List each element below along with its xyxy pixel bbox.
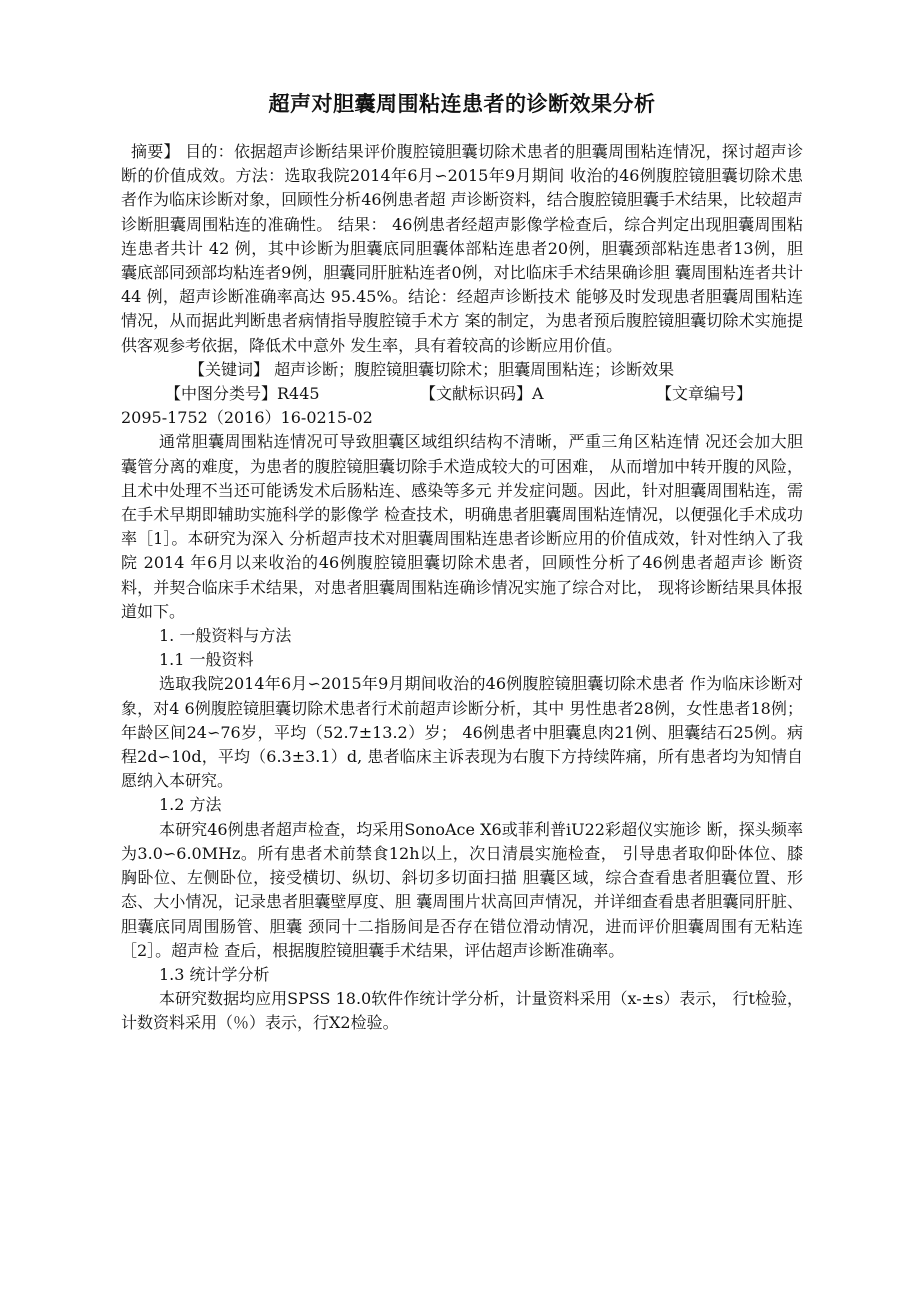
clc-number: 【中图分类号】R445 (165, 384, 320, 404)
section-1-3-heading: 1.3 统计学分析 (159, 964, 270, 984)
section-1-2-heading: 1.2 方法 (159, 795, 222, 815)
section-1-3-paragraph: 本研究数据均应用SPSS 18.0软件作统计学分析，计量资料采用（x-±s）表示， 行t检验，计数资料采用（％）表示，行X2检验。 (121, 989, 803, 1033)
section-1-1-heading: 1.1 一般资料 (159, 650, 254, 670)
paper-page (121, 88, 803, 1036)
article-number-label: 【文章编号】 (656, 384, 753, 404)
intro-paragraph: 通常胆囊周围粘连情况可导致胆囊区域组织结构不清晰，严重三角区粘连情 况还会加大胆囊管分离的难度，为患者的腹腔镜胆囊切除手术造成较大的可困难， 从而增加中转开腹的风险，且术中处理不当还可能诱发术后肠粘连、感染等多元 并发症问题。因此，针对胆囊周围粘连，需在手术早期即辅助实施科学的影像学 检查技术，明确患者胆囊周围粘连情况，以便强化手术成功率［1］。本研究为深入 分析超声技术对胆囊周围粘连患者诊断应用的价值成效，针对性纳入了我院 2014 年6月以来收治的46例腹腔镜胆囊切除术患者，回顾性分析了46例患者超声诊 断资料，并契合临床手术结果，对患者胆囊周围粘连确诊情况实施了综合对比， 现将诊断结果具体报道如下。 (121, 432, 803, 621)
section-1-2-paragraph: 本研究46例患者超声检查，均采用SonoAce X6或菲利普iU22彩超仪实施诊 断，探头频率为3.0∽6.0MHz。所有患者术前禁食12h以上，次日清晨实施检查， 引导患者取仰卧体位、膝胸卧位、左侧卧位，接受横切、纵切、斜切多切面扫描 胆囊区域，综合查看患者胆囊位置、形态、大小情况，记录患者胆囊壁厚度、胆 囊周围片状高回声情况，并详细查看患者胆囊同肝脏、胆囊底同周围肠管、胆囊 颈同十二指肠间是否存在错位滑动情况，进而评价胆囊周围有无粘连［2］。超声检 查后，根据腹腔镜胆囊手术结果，评估超声诊断准确率。 (121, 819, 803, 960)
document-code: 【文献标识码】A (420, 384, 544, 404)
article-number: 2095-1752（2016）16-0215-02 (121, 408, 373, 428)
classification-line (121, 382, 803, 406)
paper-title: 超声对胆囊周围粘连患者的诊断效果分析 (268, 92, 656, 116)
abstract-paragraph: 摘要】 目的：依据超声诊断结果评价腹腔镜胆囊切除术患者的胆囊周围粘连情况，探讨超声诊断的价值成效。方法：选取我院2014年6月∽2015年9月期间 收治的46例腹腔镜胆囊切除术患者作为临床诊断对象，回顾性分析46例患者超 声诊断资料，结合腹腔镜胆囊手术结果，比较超声诊断胆囊周围粘连的准确性。 结果： 46例患者经超声影像学检查后，综合判定出现胆囊周围粘连患者共计 42 例，其中诊断为胆囊底同胆囊体部粘连患者20例，胆囊颈部粘连患者13例，胆 囊底部同颈部均粘连者9例，胆囊同肝脏粘连者0例，对比临床手术结果确诊胆 囊周围粘连者共计 44 例，超声诊断准确率高达 95.45%。结论：经超声诊断技术 能够及时发现患者胆囊周围粘连情况，从而据此判断患者病情指导腹腔镜手术方 案的制定，为患者预后腹腔镜胆囊切除术实施提供客观参考依据，降低术中意外 发生率，具有着较高的诊断应用价值。 (121, 142, 803, 355)
section-1-1-paragraph: 选取我院2014年6月∽2015年9月期间收治的46例腹腔镜胆囊切除术患者 作为临床诊断对象，对4 6例腹腔镜胆囊切除术患者行术前超声诊断分析，其中 男性患者28例，女性患者18例；年龄区间24∽76岁，平均（52.7±13.2）岁； 46例患者中胆囊息肉21例、胆囊结石25例。病程2d∽10d，平均（6.3±3.1）d, 患者临床主诉表现为右腹下方持续阵痛，所有患者均为知情自愿纳入本研究。 (121, 674, 803, 791)
section-1-heading: 1. 一般资料与方法 (159, 626, 292, 646)
keywords-line: 【关键词】 超声诊断；腹腔镜胆囊切除术；胆囊周围粘连；诊断效果 (189, 359, 675, 379)
